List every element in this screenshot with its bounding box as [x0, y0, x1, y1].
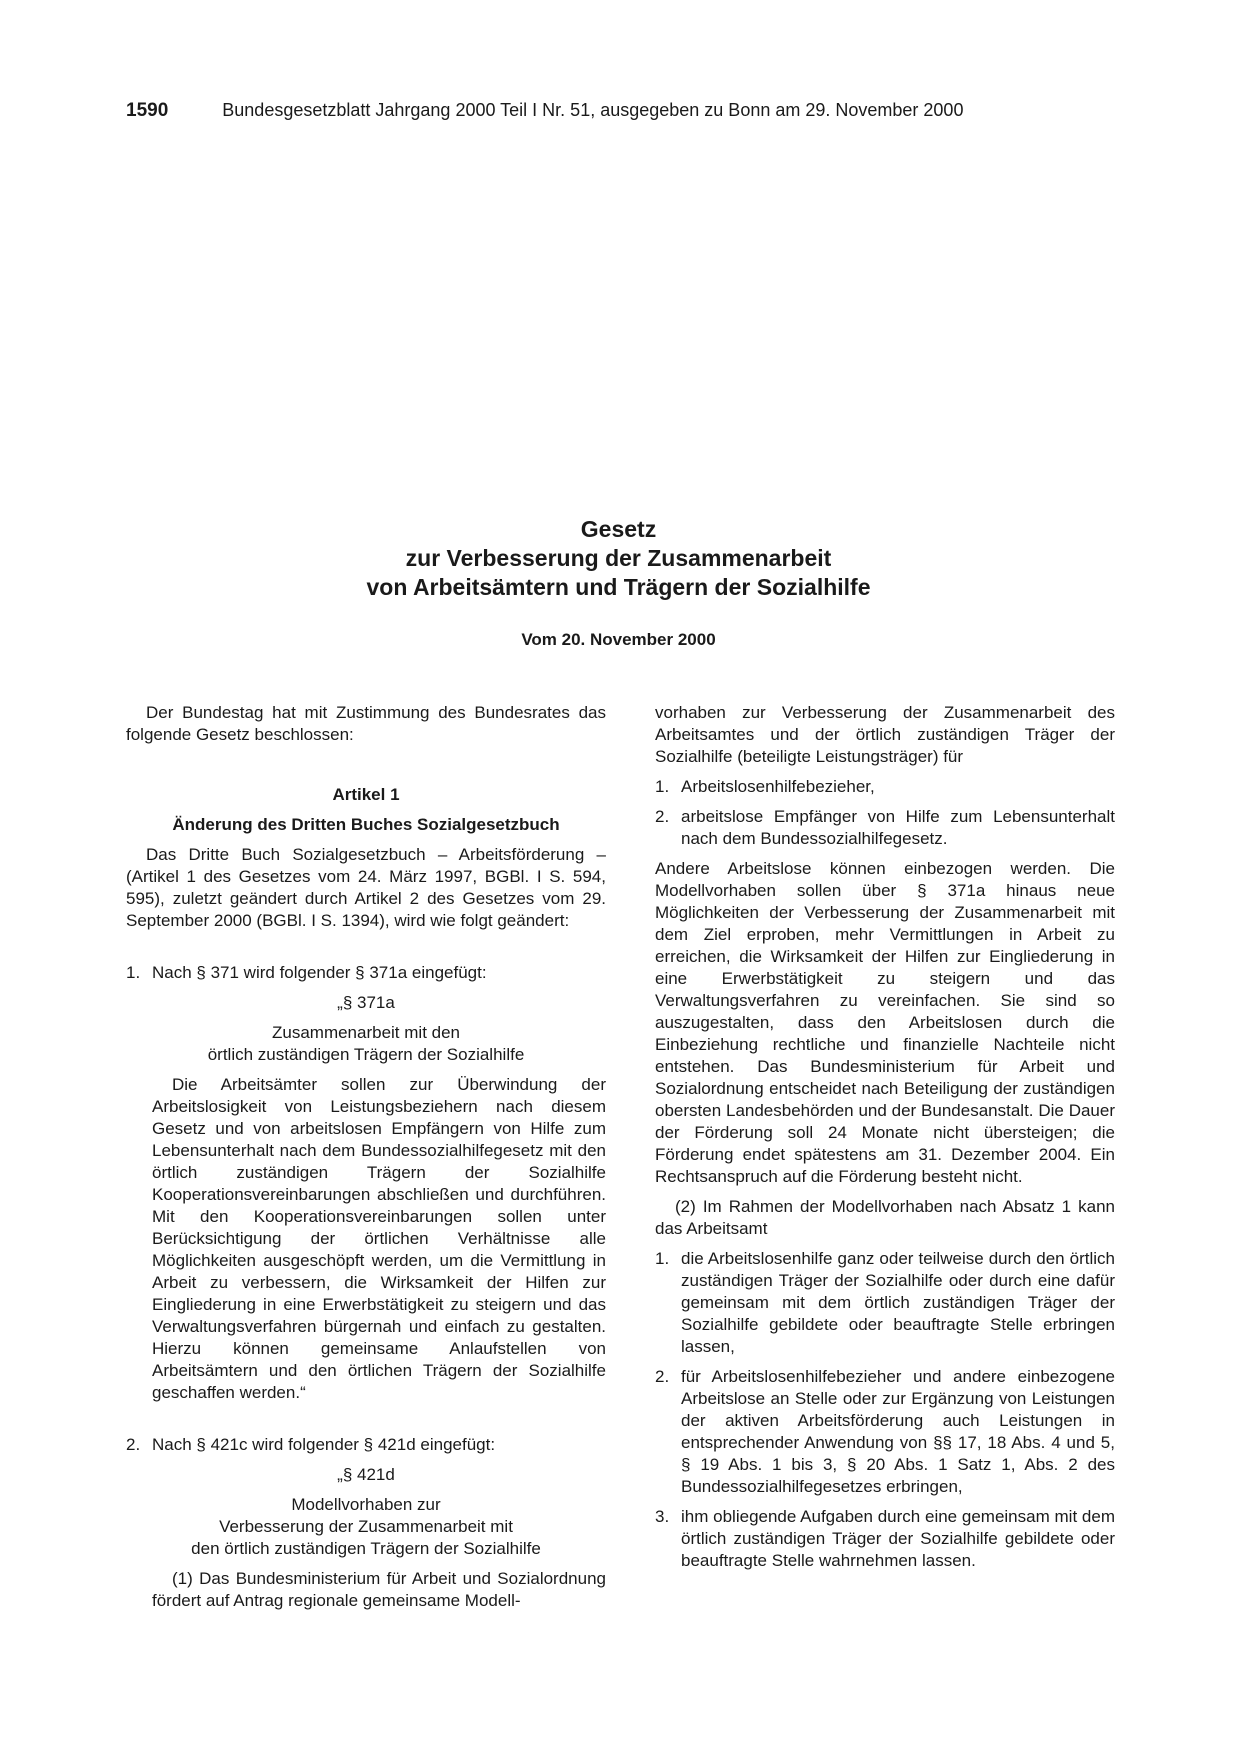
law-title-line-3: von Arbeitsämtern und Trägern der Sozialhilfe: [366, 574, 871, 600]
gazette-title: Bundesgesetzblatt Jahrgang 2000 Teil I Nr. 51, ausgegeben zu Bonn am 29. November 2000: [222, 100, 964, 120]
article-body: Das Dritte Buch Sozialgesetzbuch – Arbeitsförderung – (Artikel 1 des Gesetzes vom 24. März 1997, BGBl. I S. 594, 595), zuletzt geändert durch Artikel 2 des Gesetzes vom 29. September 2000 (BGBl. I S. 1394), wird wie folgt geändert:: [126, 845, 606, 930]
model-project-paragraph: Andere Arbeitslose können einbezogen werden. Die Modellvorhaben sollen über § 371a hinaus neue Möglichkeiten der Verbesserung der Zusammenarbeit mit dem Ziel erproben, mehr Vermittlungen in Arbeit zu erreichen, die Wirksamkeit der Hilfen zur Eingliederung in eine Erwerbstätigkeit zu steigern und das Verwaltungsverfahren zu vereinfachen. Sie sind so auszugestalten, dass den Arbeitslosen durch die Einbeziehung rechtliche und finanzielle Nachteile nicht entstehen. Das Bundesministerium für Arbeit und Sozialordnung entscheidet nach Beteiligung der zuständigen obersten Landesbehörden und der Bundesanstalt. Die Dauer der Förderung soll 24 Monate nicht übersteigen; die Förderung endet spätestens am 31. Dezember 2004. Ein Rechtsanspruch auf die Förderung besteht nicht.: [655, 859, 1115, 1186]
measure-item-3: [655, 1506, 1115, 1572]
measure-item-2-text: für Arbeitslosenhilfebezieher und andere einbezogene Arbeitslose an Stelle oder zur Ergänzung von Leistungen der aktiven Arbeitsförderung auch Leistungen in entsprechender Anwendung von §§ 17, 18 Abs. 4 und 5, § 19 Abs. 1 bis 3, § 20 Abs. 1 Satz 1, Abs. 2 des Bundessozialhilfegesetzes erbringen,: [681, 1367, 1115, 1496]
law-date: Vom 20. November 2000: [521, 630, 716, 649]
measure-item-2-number: 2.: [655, 1367, 670, 1386]
amendment-item-2-number: 2.: [126, 1435, 141, 1454]
measure-item-3-text: ihm obliegende Aufgaben durch eine gemeinsam mit dem örtlich zuständigen Träger der Sozialhilfe gebildete oder beauftragte Stelle wahrnehmen lassen.: [681, 1507, 1115, 1570]
continued-paragraph: vorhaben zur Verbesserung der Zusammenarbeit des Arbeitsamtes und der örtlich zuständigen Träger der Sozialhilfe (beteiligte Leistungsträger) für: [655, 703, 1115, 766]
amendment-item-1-text: Nach § 371 wird folgender § 371a eingefügt:: [152, 963, 487, 982]
section-371a-label: „§ 371a: [337, 993, 395, 1012]
beneficiary-item-2-text: arbeitslose Empfänger von Hilfe zum Lebensunterhalt nach dem Bundessozialhilfegesetz.: [681, 807, 1115, 848]
article-heading: Artikel 1: [332, 785, 400, 804]
section-421d-title-line-2: Verbesserung der Zusammenarbeit mit: [219, 1517, 513, 1536]
article-title: Änderung des Dritten Buches Sozialgesetzbuch: [172, 815, 560, 834]
beneficiary-item-1-text: Arbeitslosenhilfebezieher,: [681, 777, 875, 796]
amendment-item-2: [126, 1434, 606, 1456]
amendment-item-1-number: 1.: [126, 963, 141, 982]
amendment-item-2-text: Nach § 421c wird folgender § 421d eingefügt:: [152, 1435, 496, 1454]
section-371a-body: Die Arbeitsämter sollen zur Überwindung der Arbeitslosigkeit von Leistungsbeziehern nach diesem Gesetz und von arbeitslosen Empfängern von Hilfe zum Lebensunterhalt nach dem Bundessozialhilfegesetz mit den örtlich zuständigen Trägern der Sozialhilfe Kooperationsvereinbarungen abschließen und durchführen. Mit den Kooperationsvereinbarungen sollen unter Berücksichtigung der örtlichen Verhältnisse alle Möglichkeiten ausgeschöpft werden, um die Vermittlung in Arbeit zu verbessern, die Wirksamkeit der Hilfen zur Eingliederung in eine Erwerbstätigkeit zu steigern und das Verwaltungsverfahren bürgernah und einfach zu gestalten. Hierzu können gemeinsame Anlaufstellen von Arbeitsämtern und den örtlichen Trägern der Sozialhilfe geschaffen werden.“: [152, 1075, 606, 1402]
law-title: [126, 515, 1111, 602]
beneficiary-item-1-number: 1.: [655, 777, 670, 796]
beneficiary-item-1: [655, 776, 1115, 798]
amendment-item-1: [126, 962, 606, 984]
section-421d-title-line-1: Modellvorhaben zur: [291, 1495, 441, 1514]
law-title-line-2: zur Verbesserung der Zusammenarbeit: [405, 545, 832, 571]
section-371a-title-line-2: örtlich zuständigen Trägern der Sozialhilfe: [207, 1045, 525, 1064]
page-number: 1590: [126, 100, 169, 121]
paragraph-2-intro: (2) Im Rahmen der Modellvorhaben nach Absatz 1 kann das Arbeitsamt: [655, 1197, 1115, 1238]
section-421d-label: „§ 421d: [337, 1465, 395, 1484]
left-column: [126, 702, 606, 1612]
beneficiary-item-2-number: 2.: [655, 807, 670, 826]
page-header: [126, 100, 1126, 122]
section-421d-title-line-3: den örtlich zuständigen Trägern der Sozialhilfe: [191, 1539, 541, 1558]
beneficiary-item-2: [655, 806, 1115, 850]
measure-item-1: [655, 1248, 1115, 1358]
section-371a-title-line-1: Zusammenarbeit mit den: [271, 1023, 461, 1042]
measure-item-2: [655, 1366, 1115, 1498]
right-column: [655, 702, 1115, 1572]
measure-item-3-number: 3.: [655, 1507, 670, 1526]
section-421d-body: (1) Das Bundesministerium für Arbeit und Sozialordnung fördert auf Antrag regionale gemeinsame Modell-: [152, 1569, 606, 1610]
measure-item-1-number: 1.: [655, 1249, 670, 1268]
law-title-line-1: Gesetz: [580, 516, 657, 542]
measure-item-1-text: die Arbeitslosenhilfe ganz oder teilweise durch den örtlich zuständigen Träger der Sozialhilfe oder durch eine dafür gemeinsam mit dem örtlich zuständigen Träger der Sozialhilfe gebildete oder beauftragte Stelle erbringen lassen,: [681, 1249, 1115, 1356]
preamble: Der Bundestag hat mit Zustimmung des Bundesrates das folgende Gesetz beschlossen:: [126, 703, 606, 744]
